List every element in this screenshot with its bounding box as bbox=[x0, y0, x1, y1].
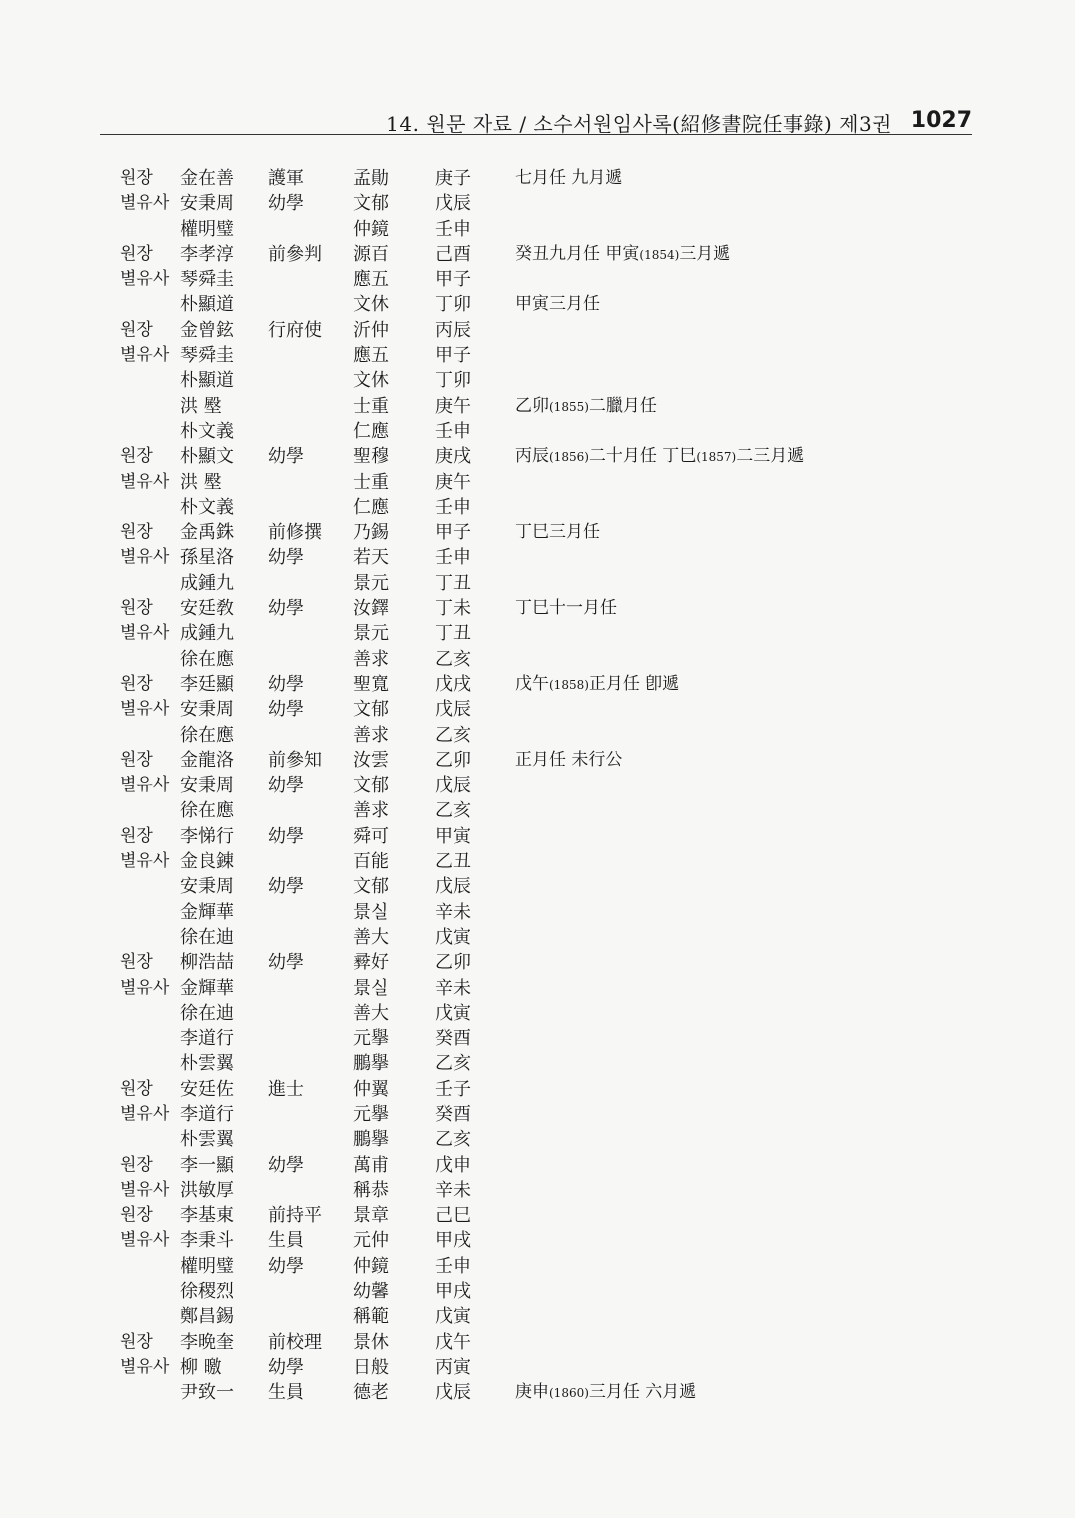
record-row bbox=[120, 217, 880, 242]
record-year: 己酉 bbox=[435, 243, 471, 265]
record-year: 丁丑 bbox=[435, 623, 471, 645]
record-title: 幼學 bbox=[268, 825, 304, 847]
header-rule bbox=[100, 134, 972, 135]
record-row bbox=[120, 849, 880, 874]
record-title: 前參知 bbox=[268, 749, 322, 771]
record-name: 權明璧 bbox=[180, 1255, 234, 1277]
record-name: 權明璧 bbox=[180, 218, 234, 240]
record-row bbox=[120, 697, 880, 722]
record-name: 柳 曒 bbox=[180, 1356, 222, 1378]
record-name: 安廷佐 bbox=[180, 1078, 234, 1100]
running-title: 14. 원문 자료 / 소수서원임사록(紹修書院任事錄) 제3권 bbox=[386, 112, 892, 136]
record-title: 生員 bbox=[268, 1382, 304, 1404]
record-name: 徐在應 bbox=[180, 800, 234, 822]
record-role: 별유사 bbox=[120, 1103, 170, 1124]
record-name: 李悌行 bbox=[180, 825, 234, 847]
record-role: 원장 bbox=[120, 522, 153, 543]
record-year: 己巳 bbox=[435, 1205, 471, 1227]
record-title: 幼學 bbox=[268, 446, 304, 468]
record-row bbox=[120, 1203, 880, 1228]
record-courtesy-name: 若天 bbox=[353, 547, 389, 569]
record-row bbox=[120, 950, 880, 975]
record-role: 원장 bbox=[120, 1154, 153, 1175]
record-courtesy-name: 文郁 bbox=[353, 775, 389, 797]
record-courtesy-name: 景元 bbox=[353, 623, 389, 645]
record-year: 戊辰 bbox=[435, 775, 471, 797]
record-courtesy-name: 善求 bbox=[353, 648, 389, 670]
record-year: 戊戌 bbox=[435, 673, 471, 695]
record-name: 琴舜圭 bbox=[180, 345, 234, 367]
record-row bbox=[120, 647, 880, 672]
record-title: 進士 bbox=[268, 1078, 304, 1100]
record-name: 金龍洛 bbox=[180, 749, 234, 771]
record-name: 安秉周 bbox=[180, 699, 234, 721]
record-name: 李秉斗 bbox=[180, 1230, 234, 1252]
record-role: 별유사 bbox=[120, 1230, 170, 1251]
record-year: 戊寅 bbox=[435, 1002, 471, 1024]
record-year: 甲戌 bbox=[435, 1230, 471, 1252]
record-year: 癸酉 bbox=[435, 1028, 471, 1050]
record-year: 甲子 bbox=[435, 345, 471, 367]
record-name: 金禹銖 bbox=[180, 522, 234, 544]
record-courtesy-name: 仁應 bbox=[353, 496, 389, 518]
record-role: 별유사 bbox=[120, 1356, 170, 1377]
page-number: 1027 bbox=[910, 108, 972, 133]
record-title: 幼學 bbox=[268, 775, 304, 797]
record-row bbox=[120, 1153, 880, 1178]
record-name: 李孝淳 bbox=[180, 243, 234, 265]
record-row bbox=[120, 470, 880, 495]
record-courtesy-name: 元擧 bbox=[353, 1028, 389, 1050]
record-role: 원장 bbox=[120, 673, 153, 694]
record-year: 甲寅 bbox=[435, 825, 471, 847]
record-name: 柳浩喆 bbox=[180, 952, 234, 974]
record-name: 朴雲翼 bbox=[180, 1129, 234, 1151]
record-year: 丙寅 bbox=[435, 1356, 471, 1378]
record-name: 李基東 bbox=[180, 1205, 234, 1227]
record-year: 辛未 bbox=[435, 901, 471, 923]
record-year: 戊寅 bbox=[435, 926, 471, 948]
record-name: 成鍾九 bbox=[180, 623, 234, 645]
record-title: 護軍 bbox=[268, 168, 304, 189]
record-row bbox=[120, 166, 880, 191]
record-year: 丙辰 bbox=[435, 319, 471, 341]
record-name: 孫星洛 bbox=[180, 547, 234, 569]
record-row bbox=[120, 1228, 880, 1253]
record-title: 前參判 bbox=[268, 243, 322, 265]
record-name: 李晩奎 bbox=[180, 1331, 234, 1353]
record-name: 李一顯 bbox=[180, 1154, 234, 1176]
record-role: 원장 bbox=[120, 168, 153, 188]
record-year: 庚午 bbox=[435, 395, 471, 417]
record-row bbox=[120, 798, 880, 823]
record-name: 金曾鉉 bbox=[180, 319, 234, 341]
record-courtesy-name: 汝雲 bbox=[353, 749, 389, 771]
record-name: 徐在迪 bbox=[180, 1002, 234, 1024]
record-courtesy-name: 景실 bbox=[353, 977, 389, 999]
record-courtesy-name: 乃錫 bbox=[353, 522, 389, 544]
record-year: 庚子 bbox=[435, 168, 471, 189]
record-role: 원장 bbox=[120, 598, 153, 619]
record-courtesy-name: 仁應 bbox=[353, 420, 389, 442]
record-courtesy-name: 善求 bbox=[353, 724, 389, 746]
record-role: 별유사 bbox=[120, 851, 170, 872]
record-courtesy-name: 文休 bbox=[353, 370, 389, 392]
record-year: 辛未 bbox=[435, 977, 471, 999]
record-title: 幼學 bbox=[268, 876, 304, 898]
record-row bbox=[120, 900, 880, 925]
record-courtesy-name: 景元 bbox=[353, 572, 389, 594]
record-title: 幼學 bbox=[268, 193, 304, 215]
record-name: 金在善 bbox=[180, 168, 234, 189]
record-role: 원장 bbox=[120, 1331, 153, 1352]
record-courtesy-name: 應五 bbox=[353, 345, 389, 367]
record-row bbox=[120, 1051, 880, 1076]
record-courtesy-name: 孟勛 bbox=[353, 168, 389, 189]
record-role: 별유사 bbox=[120, 699, 170, 720]
record-row bbox=[120, 495, 880, 520]
record-row bbox=[120, 444, 880, 469]
record-row bbox=[120, 925, 880, 950]
record-row bbox=[120, 292, 880, 317]
record-role: 별유사 bbox=[120, 1179, 170, 1200]
record-title: 前修撰 bbox=[268, 522, 322, 544]
record-courtesy-name: 汝鐸 bbox=[353, 598, 389, 620]
record-courtesy-name: 元擧 bbox=[353, 1103, 389, 1125]
record-row bbox=[120, 520, 880, 545]
record-role: 원장 bbox=[120, 825, 153, 846]
record-title: 幼學 bbox=[268, 598, 304, 620]
record-year: 乙亥 bbox=[435, 1129, 471, 1151]
record-name: 金輝華 bbox=[180, 977, 234, 999]
record-row bbox=[120, 1102, 880, 1127]
record-year: 庚午 bbox=[435, 471, 471, 493]
record-note: 七月任 九月遞 bbox=[515, 168, 623, 188]
record-row bbox=[120, 1026, 880, 1051]
record-courtesy-name: 文休 bbox=[353, 294, 389, 316]
record-year: 戊午 bbox=[435, 1331, 471, 1353]
record-year: 戊寅 bbox=[435, 1306, 471, 1328]
record-courtesy-name: 應五 bbox=[353, 269, 389, 291]
record-row bbox=[120, 1077, 880, 1102]
record-role: 별유사 bbox=[120, 977, 170, 998]
record-row bbox=[120, 1254, 880, 1279]
record-name: 朴顯道 bbox=[180, 370, 234, 392]
record-name: 安秉周 bbox=[180, 193, 234, 215]
record-row bbox=[120, 368, 880, 393]
record-list bbox=[120, 166, 880, 1406]
record-courtesy-name: 善大 bbox=[353, 1002, 389, 1024]
record-courtesy-name: 善大 bbox=[353, 926, 389, 948]
record-name: 李道行 bbox=[180, 1028, 234, 1050]
record-row bbox=[120, 596, 880, 621]
record-courtesy-name: 聖穆 bbox=[353, 446, 389, 468]
record-row bbox=[120, 545, 880, 570]
record-year: 乙卯 bbox=[435, 952, 471, 974]
record-name: 洪 壂 bbox=[180, 471, 222, 493]
record-row bbox=[120, 318, 880, 343]
record-year: 戊辰 bbox=[435, 193, 471, 215]
record-courtesy-name: 文郁 bbox=[353, 699, 389, 721]
record-courtesy-name: 士重 bbox=[353, 395, 389, 417]
record-courtesy-name: 仲鏡 bbox=[353, 1255, 389, 1277]
record-row bbox=[120, 1127, 880, 1152]
record-row bbox=[120, 874, 880, 899]
record-role: 별유사 bbox=[120, 345, 170, 366]
record-role: 별유사 bbox=[120, 471, 170, 492]
record-title: 幼學 bbox=[268, 673, 304, 695]
record-year: 壬申 bbox=[435, 496, 471, 518]
record-name: 洪 壂 bbox=[180, 395, 222, 417]
record-courtesy-name: 聖寬 bbox=[353, 673, 389, 695]
record-row bbox=[120, 976, 880, 1001]
record-row bbox=[120, 419, 880, 444]
record-courtesy-name: 德老 bbox=[353, 1382, 389, 1404]
record-title: 幼學 bbox=[268, 547, 304, 569]
record-name: 安廷敎 bbox=[180, 598, 234, 620]
record-year: 壬申 bbox=[435, 420, 471, 442]
record-role: 원장 bbox=[120, 749, 153, 770]
record-note: 正月任 未行公 bbox=[515, 749, 623, 770]
record-note: 丙辰(1856)二十月任 丁巳(1857)二三月遞 bbox=[515, 446, 805, 467]
record-note: 庚申(1860)三月任 六月遞 bbox=[515, 1382, 697, 1403]
record-row bbox=[120, 1330, 880, 1355]
record-note: 甲寅三月任 bbox=[515, 294, 600, 315]
record-title: 幼學 bbox=[268, 1255, 304, 1277]
record-role: 원장 bbox=[120, 446, 153, 467]
record-row bbox=[120, 571, 880, 596]
record-title: 前持平 bbox=[268, 1205, 322, 1227]
record-note: 丁巳三月任 bbox=[515, 522, 600, 543]
record-name: 朴文義 bbox=[180, 496, 234, 518]
record-name: 朴顯道 bbox=[180, 294, 234, 316]
record-courtesy-name: 舜可 bbox=[353, 825, 389, 847]
record-note: 癸丑九月任 甲寅(1854)三月遞 bbox=[515, 243, 731, 264]
record-year: 丁卯 bbox=[435, 370, 471, 392]
record-year: 甲子 bbox=[435, 269, 471, 291]
record-name: 成鍾九 bbox=[180, 572, 234, 594]
record-role: 별유사 bbox=[120, 547, 170, 568]
record-courtesy-name: 日般 bbox=[353, 1356, 389, 1378]
record-row bbox=[120, 824, 880, 849]
record-title: 行府使 bbox=[268, 319, 322, 341]
record-row bbox=[120, 1355, 880, 1380]
record-courtesy-name: 彛好 bbox=[353, 952, 389, 974]
record-row bbox=[120, 672, 880, 697]
record-courtesy-name: 士重 bbox=[353, 471, 389, 493]
record-year: 辛未 bbox=[435, 1179, 471, 1201]
record-year: 乙亥 bbox=[435, 724, 471, 746]
record-name: 安秉周 bbox=[180, 876, 234, 898]
record-year: 乙亥 bbox=[435, 1053, 471, 1075]
record-year: 戊辰 bbox=[435, 1382, 471, 1404]
record-courtesy-name: 鵬擧 bbox=[353, 1053, 389, 1075]
record-year: 戊辰 bbox=[435, 876, 471, 898]
record-note: 丁巳十一月任 bbox=[515, 598, 617, 619]
record-row bbox=[120, 748, 880, 773]
record-role: 원장 bbox=[120, 319, 153, 340]
record-role: 원장 bbox=[120, 952, 153, 973]
record-row bbox=[120, 191, 880, 216]
record-year: 壬申 bbox=[435, 1255, 471, 1277]
record-name: 徐稷烈 bbox=[180, 1281, 234, 1303]
record-role: 별유사 bbox=[120, 269, 170, 290]
record-year: 壬申 bbox=[435, 218, 471, 240]
record-name: 李道行 bbox=[180, 1103, 234, 1125]
record-row bbox=[120, 1001, 880, 1026]
record-courtesy-name: 幼馨 bbox=[353, 1281, 389, 1303]
record-row bbox=[120, 242, 880, 267]
record-courtesy-name: 萬甫 bbox=[353, 1154, 389, 1176]
record-row bbox=[120, 1178, 880, 1203]
record-note: 戊午(1858)正月任 卽遞 bbox=[515, 673, 680, 694]
record-courtesy-name: 仲翼 bbox=[353, 1078, 389, 1100]
record-name: 尹致一 bbox=[180, 1382, 234, 1404]
record-courtesy-name: 鵬擧 bbox=[353, 1129, 389, 1151]
record-courtesy-name: 景休 bbox=[353, 1331, 389, 1353]
record-title: 幼學 bbox=[268, 1154, 304, 1176]
record-role: 원장 bbox=[120, 243, 153, 264]
record-courtesy-name: 元仲 bbox=[353, 1230, 389, 1252]
record-name: 安秉周 bbox=[180, 775, 234, 797]
record-row bbox=[120, 1304, 880, 1329]
record-row bbox=[120, 267, 880, 292]
record-year: 乙丑 bbox=[435, 851, 471, 873]
record-courtesy-name: 源百 bbox=[353, 243, 389, 265]
record-note: 乙卯(1855)二臘月任 bbox=[515, 395, 657, 416]
record-row bbox=[120, 394, 880, 419]
record-role: 원장 bbox=[120, 1078, 153, 1099]
record-title: 前校理 bbox=[268, 1331, 322, 1353]
record-title: 生員 bbox=[268, 1230, 304, 1252]
record-courtesy-name: 善求 bbox=[353, 800, 389, 822]
record-year: 丁卯 bbox=[435, 294, 471, 316]
record-name: 洪敏厚 bbox=[180, 1179, 234, 1201]
record-year: 庚戌 bbox=[435, 446, 471, 468]
record-year: 戊辰 bbox=[435, 699, 471, 721]
record-year: 癸酉 bbox=[435, 1103, 471, 1125]
record-courtesy-name: 景실 bbox=[353, 901, 389, 923]
record-name: 金良錬 bbox=[180, 851, 234, 873]
record-year: 乙亥 bbox=[435, 648, 471, 670]
record-row bbox=[120, 1380, 880, 1405]
record-courtesy-name: 稱範 bbox=[353, 1306, 389, 1328]
record-role: 원장 bbox=[120, 1205, 153, 1226]
record-year: 甲子 bbox=[435, 522, 471, 544]
record-courtesy-name: 百能 bbox=[353, 851, 389, 873]
record-year: 甲戌 bbox=[435, 1281, 471, 1303]
record-role: 별유사 bbox=[120, 775, 170, 796]
record-year: 乙亥 bbox=[435, 800, 471, 822]
record-name: 朴雲翼 bbox=[180, 1053, 234, 1075]
record-year: 戊申 bbox=[435, 1154, 471, 1176]
record-courtesy-name: 景章 bbox=[353, 1205, 389, 1227]
record-courtesy-name: 文郁 bbox=[353, 876, 389, 898]
record-courtesy-name: 稱恭 bbox=[353, 1179, 389, 1201]
record-title: 幼學 bbox=[268, 1356, 304, 1378]
record-name: 李廷顯 bbox=[180, 673, 234, 695]
record-row bbox=[120, 773, 880, 798]
record-role: 별유사 bbox=[120, 623, 170, 644]
record-year: 壬申 bbox=[435, 547, 471, 569]
record-name: 徐在應 bbox=[180, 724, 234, 746]
record-title: 幼學 bbox=[268, 699, 304, 721]
record-row bbox=[120, 1279, 880, 1304]
record-name: 徐在應 bbox=[180, 648, 234, 670]
record-name: 金輝華 bbox=[180, 901, 234, 923]
record-row bbox=[120, 723, 880, 748]
record-row bbox=[120, 343, 880, 368]
record-courtesy-name: 仲鏡 bbox=[353, 218, 389, 240]
record-year: 壬子 bbox=[435, 1078, 471, 1100]
record-row bbox=[120, 621, 880, 646]
record-name: 徐在迪 bbox=[180, 926, 234, 948]
record-title: 幼學 bbox=[268, 952, 304, 974]
record-year: 丁丑 bbox=[435, 572, 471, 594]
record-role: 별유사 bbox=[120, 193, 170, 214]
record-name: 朴文義 bbox=[180, 420, 234, 442]
record-year: 丁未 bbox=[435, 598, 471, 620]
record-name: 琴舜圭 bbox=[180, 269, 234, 291]
record-year: 乙卯 bbox=[435, 749, 471, 771]
record-name: 朴顯文 bbox=[180, 446, 234, 468]
record-name: 鄭昌錫 bbox=[180, 1306, 234, 1328]
record-courtesy-name: 文郁 bbox=[353, 193, 389, 215]
page-header bbox=[100, 104, 972, 134]
record-courtesy-name: 沂仲 bbox=[353, 319, 389, 341]
